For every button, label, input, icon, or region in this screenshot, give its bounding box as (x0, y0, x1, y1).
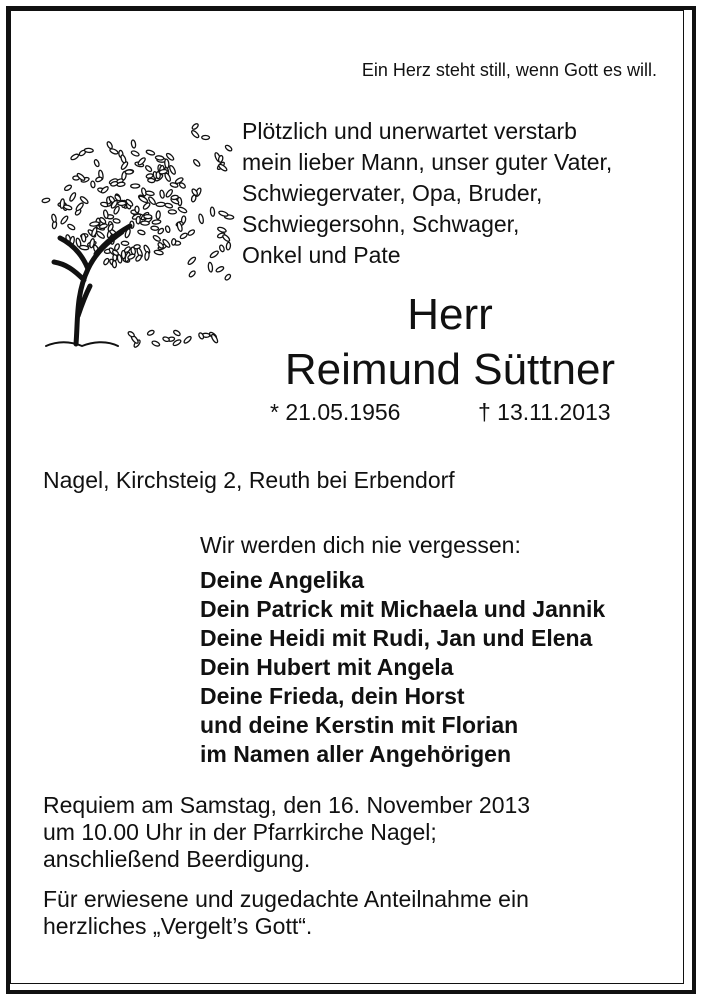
leaf-mark (171, 238, 176, 245)
mourner-line: Deine Angelika (200, 567, 365, 593)
leaf-mark (156, 211, 161, 220)
leaf-mark (137, 229, 145, 235)
leaf-mark (137, 157, 146, 166)
leaf-mark (113, 218, 121, 223)
leaf-mark (100, 186, 109, 194)
leaf-mark (145, 191, 154, 197)
intro-line: Schwiegersohn, Schwager, (242, 211, 520, 237)
leaf-mark (179, 232, 188, 239)
motto: Ein Herz steht still, wenn Gott es will. (361, 60, 657, 80)
leaf-mark (169, 165, 177, 175)
leaf-mark (154, 250, 164, 256)
leaf-mark (155, 155, 164, 160)
leaf-mark (125, 170, 133, 175)
leaf-mark (164, 159, 169, 168)
leaf-mark (202, 135, 210, 139)
leaf-mark (188, 270, 196, 278)
leaf-mark (181, 216, 186, 224)
leaf-mark (51, 214, 57, 223)
leaf-mark (136, 216, 140, 224)
leaf-mark (60, 215, 69, 225)
leaf-mark (103, 210, 109, 219)
service-line: anschließend Beerdigung. (43, 846, 311, 872)
thanks-line: Für erwiesene und zugedachte Anteilnahme ein (43, 886, 529, 912)
leaf-mark (42, 198, 50, 204)
service-info (43, 792, 530, 873)
leaf-mark (165, 225, 171, 233)
leaf-mark (135, 206, 140, 213)
mourner-line: Deine Frieda, dein Horst (200, 683, 465, 709)
leaf-mark (151, 340, 160, 347)
leaf-mark (209, 250, 219, 259)
leaf-mark (218, 210, 228, 217)
leaf-mark (210, 207, 215, 217)
leaf-mark (95, 176, 103, 182)
leaf-mark (217, 226, 227, 233)
intro-line: mein lieber Mann, unser guter Vater, (242, 149, 613, 175)
mourners-list (200, 566, 605, 769)
leaf-mark (131, 140, 136, 149)
leaf-mark (93, 159, 99, 167)
leaf-mark (109, 148, 118, 155)
deceased-name: Reimund Süttner (284, 345, 616, 394)
intro-line: Schwiegervater, Opa, Bruder, (242, 180, 543, 206)
leaf-mark (152, 219, 161, 224)
intro-line: Onkel und Pate (242, 242, 401, 268)
leaf-mark (224, 273, 231, 281)
leaf-mark (147, 329, 155, 336)
leaf-mark (222, 234, 231, 243)
leaf-mark (159, 190, 164, 199)
leaf-mark (198, 214, 204, 224)
leaf-mark (164, 203, 173, 209)
leaf-mark (191, 130, 200, 139)
leaf-mark (135, 254, 143, 262)
leaf-mark (131, 184, 140, 188)
leaf-mark (96, 230, 106, 239)
leaf-mark (168, 210, 176, 214)
leaf-mark (171, 195, 179, 200)
leaf-mark (79, 245, 89, 250)
leaf-mark (152, 235, 161, 243)
leaf-mark (121, 241, 129, 246)
leaf-mark (187, 229, 195, 236)
mourner-line: Dein Hubert mit Angela (200, 654, 454, 680)
leaf-mark (224, 144, 232, 152)
leaf-mark (193, 159, 201, 168)
leaf-mark (112, 261, 116, 268)
leaf-mark (219, 245, 225, 253)
leaf-mark (173, 329, 181, 336)
leaf-mark (141, 221, 150, 225)
intro-text (242, 116, 612, 271)
death-date: † 13.11.2013 (478, 399, 611, 425)
leaf-mark (123, 246, 131, 253)
leaf-mark (144, 251, 149, 260)
thanks-note (43, 886, 529, 940)
leaf-mark (131, 150, 140, 157)
leaf-mark (127, 331, 135, 338)
leaf-mark (178, 206, 188, 214)
leaf-mark (146, 149, 155, 155)
leaf-mark (179, 182, 187, 189)
leaf-mark (210, 334, 218, 344)
thanks-line: herzliches „Vergelt’s Gott“. (43, 913, 313, 939)
leaf-mark (103, 258, 110, 266)
leaf-mark (183, 335, 192, 344)
mourner-line: Deine Heidi mit Rudi, Jan und Elena (200, 625, 593, 651)
deceased-title: Herr (407, 290, 493, 339)
leaf-mark (145, 165, 153, 173)
leaf-mark (90, 181, 95, 188)
service-line: um 10.00 Uhr in der Pfarrkirche Nagel; (43, 819, 437, 845)
leaf-mark (118, 201, 127, 206)
leaf-mark (187, 256, 197, 265)
mourner-line: Dein Patrick mit Michaela und Jannik (200, 596, 606, 622)
leaf-mark (75, 202, 84, 212)
intro-line: Plötzlich und unerwartet verstarb (242, 118, 577, 144)
mourner-line: und deine Kerstin mit Florian (200, 712, 519, 738)
leaf-mark (226, 242, 231, 250)
service-line: Requiem am Samstag, den 16. November 2013 (43, 792, 531, 818)
leaf-mark (138, 195, 148, 203)
leaf-mark (191, 195, 197, 203)
leaf-mark (215, 266, 224, 273)
leaf-mark (191, 123, 199, 131)
mourner-line: im Namen aller Angehörigen (200, 741, 511, 767)
birth-date: * 21.05.1956 (270, 399, 401, 425)
windblown-tree-icon (26, 104, 236, 360)
leaf-mark (208, 262, 213, 272)
leaf-mark (144, 214, 152, 218)
leaf-mark (84, 148, 93, 153)
leaf-mark (69, 192, 77, 202)
leaf-mark (156, 202, 165, 206)
leaf-mark (120, 161, 128, 170)
leaf-mark (146, 173, 154, 179)
leaf-mark (60, 199, 65, 209)
leaf-mark (64, 184, 73, 191)
address: Nagel, Kirchsteig 2, Reuth bei Erbendorf (43, 467, 455, 493)
leaf-mark (70, 153, 79, 161)
leaf-mark (151, 226, 159, 231)
leaf-mark (218, 163, 228, 172)
leaf-mark (162, 336, 170, 342)
mourners-intro: Wir werden dich nie vergessen: (200, 532, 521, 558)
leaf-mark (67, 223, 76, 230)
